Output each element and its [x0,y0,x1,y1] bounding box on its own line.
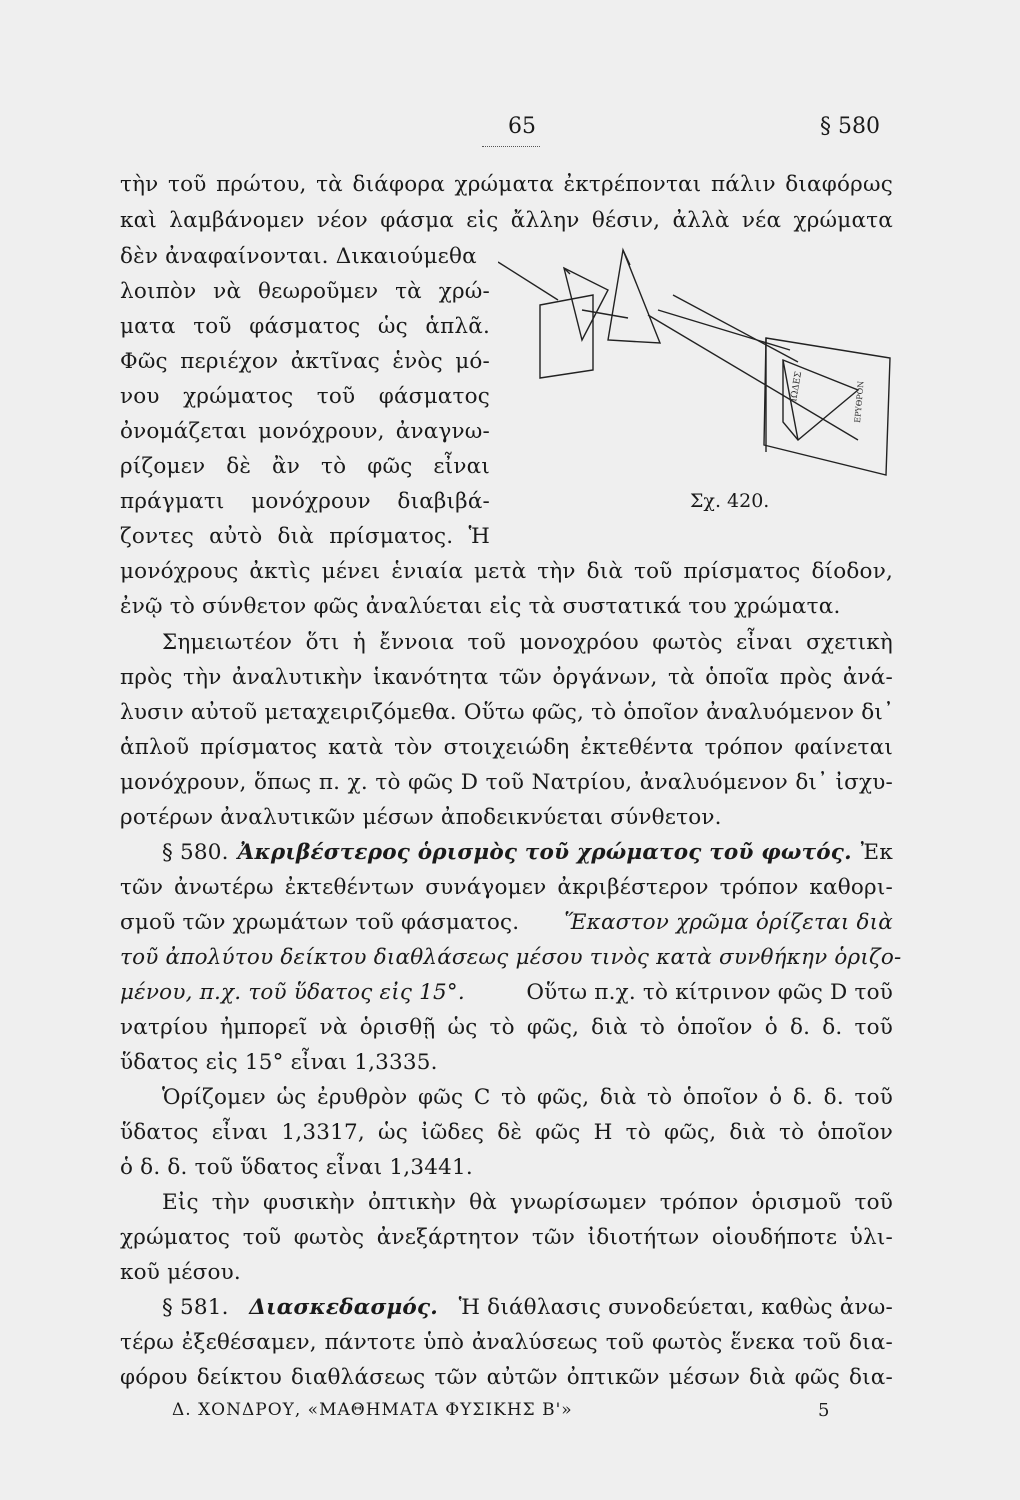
section-580-heading-line [162,840,893,865]
text-line: ροτέρων ἀναλυτικῶν μέσων ἀποδεικνύεται σύνθετον. [120,805,722,830]
text-line: τέρω ἐξεθέσαμεν, πάντοτε ὑπὸ ἀναλύσεως τοῦ φωτὸς ἕνεκα τοῦ δια- [120,1330,893,1355]
first-prism [564,268,608,340]
text-fragment-italic: Ἕκαστον χρῶμα ὁρίζεται διὰ [564,910,893,935]
section-number: § 580. [162,840,229,865]
section-title: Ἀκριβέστερος ὁρισμὸς τοῦ χρώματος τοῦ φωτός. [237,840,852,865]
prism-figure [498,240,898,490]
text-line [120,910,893,935]
text-line: ἁπλοῦ πρίσματος κατὰ τὸν στοιχειώδη ἐκτεθέντα τρόπον φαίνεται [120,735,893,760]
text-line [120,980,893,1005]
text-line: Ὁρίζομεν ὡς ἐρυθρὸν φῶς C τὸ φῶς, διὰ τὸ ὁποῖον ὁ δ. δ. τοῦ [162,1085,893,1110]
text-line: ὕδατος εἰς 15° εἶναι 1,3335. [120,1050,438,1075]
incoming-ray [498,262,558,300]
text-line: πράγματι μονόχρουν διαβιβά- [120,489,490,514]
text-line: πρὸς τὴν ἀναλυτικὴν ἱκανότητα τῶν ὀργάνων, τὰ ὁποῖα πρὸς ἀνά- [120,665,893,690]
text-line: ὕδατος εἶναι 1,3317, ὡς ἰῶδες δὲ φῶς H τὸ φῶς, διὰ τὸ ὁποῖον [120,1120,893,1145]
text-line-italic: τοῦ ἀπολύτου δείκτου διαθλάσεως μέσου τινὸς κατὰ συνθήκην ὁριζο- [120,945,902,970]
footer-signature-number: 5 [818,1400,830,1421]
section-581-heading-line [162,1295,893,1320]
text-fragment-italic: μένου, π.χ. τοῦ ὕδατος εἰς 15°. [120,980,465,1005]
text-line: Εἰς τὴν φυσικὴν ὀπτικὴν θὰ γνωρίσωμεν τρόπον ὁρισμοῦ τοῦ [162,1190,893,1215]
text-line: λοιπὸν νὰ θεωροῦμεν τὰ χρώ- [120,279,490,304]
text-line: ζοντες αὐτὸ διὰ πρίσματος. Ἡ [120,524,490,549]
running-section: § 580 [820,114,880,139]
text-line: ματα τοῦ φάσματος ὡς ἁπλᾶ. [120,314,490,339]
text-line: καὶ λαμβάνομεν νέον φάσμα εἰς ἄλλην θέσιν, ἀλλὰ νέα χρώματα [120,208,893,233]
text-line: χρώματος τοῦ φωτὸς ἀνεξάρτητον τῶν ἰδιοτήτων οἱουδήποτε ὑλι- [120,1225,893,1250]
text-line: τῶν ἀνωτέρω ἐκτεθέντων συνάγομεν ἀκριβέστερον τρόπον καθορι- [120,875,893,900]
text-line: ὁ δ. δ. τοῦ ὕδατος εἶναι 1,3441. [120,1155,473,1180]
footer-book-title: Δ. ΧΟΝΔΡΟΥ, «ΜΑΘΗΜΑΤΑ ΦΥΣΙΚΗΣ Β'» [172,1400,573,1420]
text-line: νου χρώματος τοῦ φάσματος [120,384,490,409]
text-line: μονόχρους ἀκτὶς μένει ἑνιαία μετὰ τὴν διὰ τοῦ πρίσματος δίοδον, [120,559,893,584]
page-number-underline [482,146,540,147]
label-violet: ΙΩΔΕΣ [789,370,805,403]
text-line: κοῦ μέσου. [120,1260,241,1285]
text-line: δὲν ἀναφαίνονται. Δικαιούμεθα [120,244,477,269]
slit-screen [540,295,593,378]
page-number: 65 [508,114,536,139]
text-line: λυσιν αὐτοῦ μεταχειριζόμεθα. Οὕτω φῶς, τὸ ὁποῖον ἀναλυόμενον δι᾽ [120,700,894,725]
text-fragment: Ἡ διάθλασις συνοδεύεται, καθὼς ἀνω- [458,1295,893,1320]
text-line: φόρου δείκτου διαθλάσεως τῶν αὐτῶν ὀπτικῶν μέσων διὰ φῶς δια- [120,1365,893,1390]
text-line: ἐνῷ τὸ σύνθετον φῶς ἀναλύεται εἰς τὰ συστατικά του χρώματα. [120,594,841,619]
text-line: Σημειωτέον ὅτι ἡ ἔννοια τοῦ μονοχρόου φωτὸς εἶναι σχετικὴ [162,630,893,655]
text-line: μονόχρουν, ὅπως π. χ. τὸ φῶς D τοῦ Νατρίου, ἀναλυόμενον δι᾽ ἰσχυ- [120,770,893,795]
second-prism [608,250,660,343]
text-line: νατρίου ἠμπορεῖ νὰ ὁρισθῇ ὡς τὸ φῶς, διὰ τὸ ὁποῖον ὁ δ. δ. τοῦ [120,1015,893,1040]
text-fragment: Ἐκ [860,840,893,865]
text-fragment: σμοῦ τῶν χρωμάτων τοῦ φάσματος. [120,910,520,935]
section-title: Διασκεδασμός. [249,1295,438,1320]
text-line: ρίζομεν δὲ ἂν τὸ φῶς εἶναι [120,454,490,479]
text-fragment: Οὕτω π.χ. τὸ κίτρινον φῶς D τοῦ [526,980,893,1005]
section-number: § 581. [162,1295,229,1320]
text-line: τὴν τοῦ πρώτου, τὰ διάφορα χρώματα ἐκτρέπονται πάλιν διαφόρως [120,172,893,197]
text-line: ὀνομάζεται μονόχρουν, ἀναγνω- [120,419,490,444]
figure-caption: Σχ. 420. [690,490,770,512]
text-line: Φῶς περιέχον ἀκτῖνας ἑνὸς μό- [120,349,490,374]
label-red: ΕΡΥΘΡΟΝ [853,380,866,424]
